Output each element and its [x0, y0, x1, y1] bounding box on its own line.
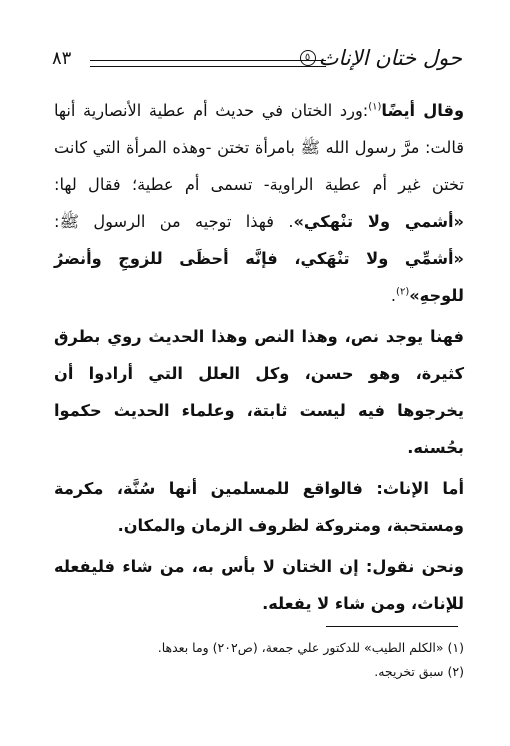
footnote-2: (٢) سبق تخريجه. [374, 664, 464, 679]
paragraph-3: أما الإناث: فالواقع للمسلمين أنها سُنَّة، مكرمة ومستحبة، ومتروكة لظروف الزمان والمكان. [54, 479, 464, 535]
hadith-quote-full: «أشمِّي ولا تنْهَكي، فإنَّه أحظَى للزوجِ وأنضرُ للوجهِ» [54, 249, 464, 305]
paragraph-2: فهنا يوجد نص، وهذا النص وهذا الحديث روي بطرق كثيرة، وهو حسن، وكل العلل التي أرادوا أن يخرجوها فيه ليست ثابتة، وعلماء الحديث حكموا بحُسنه. [54, 327, 464, 457]
main-text [54, 92, 464, 626]
paragraph-1-text-b: . فهذا توجيه من الرسول ﷺ: [54, 212, 294, 231]
hadith-quote-short: «أشمي ولا تنْهكي» [293, 212, 464, 231]
footnote-separator [326, 626, 458, 627]
footnote-ref-1: (١) [368, 101, 382, 113]
footnote-ref-2: (٢) [396, 286, 410, 298]
footnotes [54, 636, 464, 684]
footnote-1: (١) «الكلم الطيب» للدكتور علي جمعة، (ص٢٠٢) وما بعدها. [157, 640, 464, 655]
header-double-rule [90, 60, 326, 67]
paragraph-1 [54, 92, 464, 314]
paragraph-1-text: :ورد الختان في حديث أم عطية الأنصارية أنها قالت: مرَّ رسول الله ﷺ بامرأة تختن -وهذه المرأة التي كانت تختن غير أم عطية الراوية- تسمى أم عطية؛ فقال لها: [54, 101, 464, 194]
running-title-text: حول ختان الإناث [318, 46, 462, 70]
page-number: ٨٣ [52, 48, 72, 69]
paragraph-lead: وقال أيضًا [381, 101, 465, 120]
chapter-badge: ٥ [300, 50, 316, 66]
paragraph-4: ونحن نقول: إن الختان لا بأس به، من شاء فليفعله للإناث، ومن شاء لا يفعله. [54, 557, 464, 613]
running-header [52, 44, 462, 84]
paragraph-1-end: . [390, 286, 397, 305]
